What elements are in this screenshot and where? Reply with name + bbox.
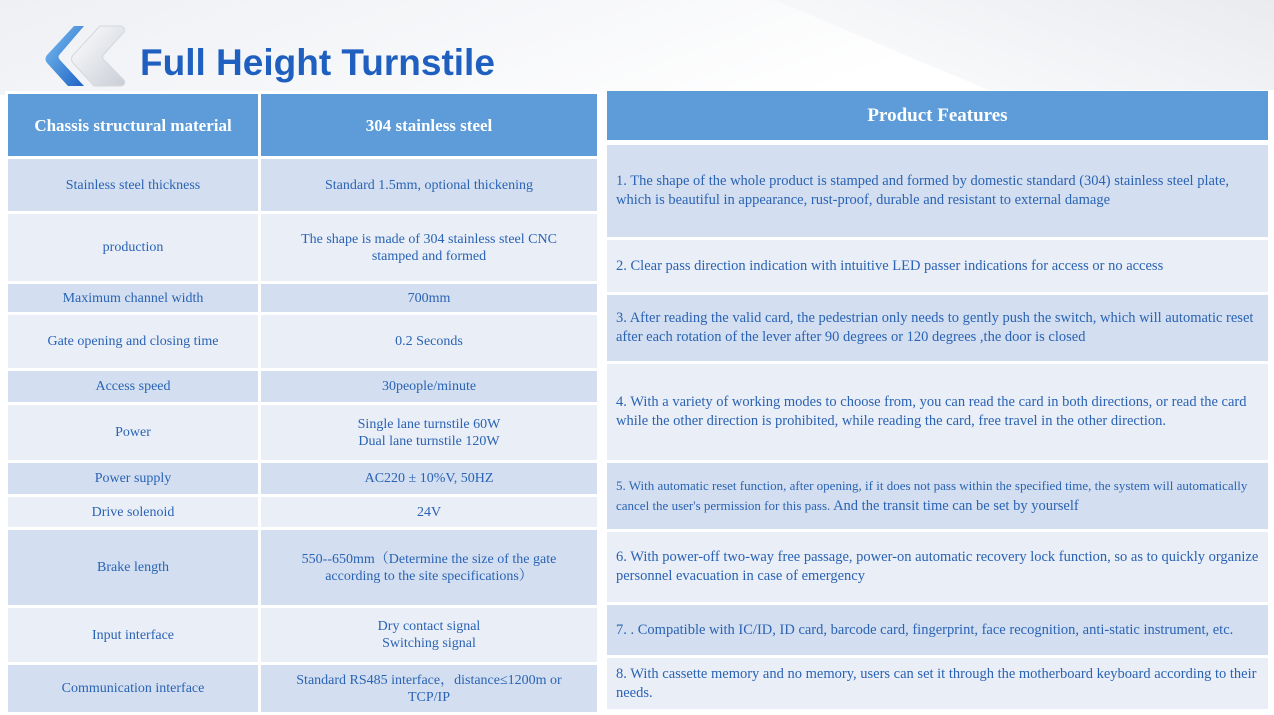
spec-row — [7, 529, 599, 607]
spec-value: Standard RS485 interface，distance≤1200m or TCP/IP — [260, 664, 599, 714]
feature-item — [607, 295, 1268, 361]
spec-key: Power — [7, 404, 260, 462]
spec-key: Input interface — [7, 607, 260, 664]
spec-header-key: Chassis structural material — [7, 93, 260, 158]
feature-item — [607, 463, 1268, 529]
feature-item — [607, 364, 1268, 460]
spec-key: Maximum channel width — [7, 283, 260, 314]
spec-value: 0.2 Seconds — [260, 314, 599, 370]
spec-header-row — [7, 93, 599, 158]
spec-value: The shape is made of 304 stainless steel CNC stamped and formed — [260, 213, 599, 283]
feature-text: 1. The shape of the whole product is stamped and formed by domestic standard (304) stainless steel plate, which is beautiful in appearance, rust-proof, durable and resistant to external damage — [616, 173, 1230, 208]
features-title: Product Features — [607, 91, 1268, 140]
spec-row — [7, 370, 599, 404]
feature-item — [607, 658, 1268, 709]
feature-item — [607, 605, 1268, 655]
spec-value: Dry contact signal Switching signal — [260, 607, 599, 664]
feature-text: 3. After reading the valid card, the pedestrian only needs to gently push the switch, which will automatic reset after each rotation of the lever after 90 degrees or 120 degrees ,the door is closed — [616, 310, 1254, 345]
spec-row — [7, 664, 599, 714]
feature-item — [607, 532, 1268, 602]
spec-key: Drive solenoid — [7, 496, 260, 529]
spec-key: Brake length — [7, 529, 260, 607]
spec-value: 30people/minute — [260, 370, 599, 404]
spec-row — [7, 283, 599, 314]
spec-key: Communication interface — [7, 664, 260, 714]
feature-text: 2. Clear pass direction indication with intuitive LED passer indications for access or no access — [616, 257, 1164, 274]
spec-key: Access speed — [7, 370, 260, 404]
spec-key: Power supply — [7, 462, 260, 496]
feature-text: 6. With power-off two-way free passage, power-on automatic recovery lock function, so as to quickly organize personnel evacuation in case of emergency — [616, 549, 1259, 584]
spec-row — [7, 404, 599, 462]
spec-key: Stainless steel thickness — [7, 158, 260, 213]
spec-value: 550--650mm（Determine the size of the gate according to the site specifications） — [260, 529, 599, 607]
feature-text: 5. With automatic reset function, after opening, if it does not pass within the specified time, the system will automatically cancel the user's permission for this pass. And the transit time can be set by yourself — [616, 478, 1248, 514]
spec-table — [5, 91, 600, 715]
spec-row — [7, 158, 599, 213]
spec-row — [7, 314, 599, 370]
spec-value: AC220 ± 10%V, 50HZ — [260, 462, 599, 496]
feature-text: 4. With a variety of working modes to choose from, you can read the card in both directions, or read the card while the other direction is prohibited, while reading the card, free travel in the other direction. — [616, 394, 1247, 429]
page-title: Full Height Turnstile — [140, 42, 495, 83]
spec-value: 24V — [260, 496, 599, 529]
spec-key: production — [7, 213, 260, 283]
spec-row — [7, 496, 599, 529]
spec-header-value: 304 stainless steel — [260, 93, 599, 158]
feature-item — [607, 240, 1268, 292]
feature-text: 8. With cassette memory and no memory, users can set it through the motherboard keyboard according to their needs. — [616, 665, 1257, 701]
feature-item — [607, 145, 1268, 237]
chevron-logo-icon — [38, 24, 128, 88]
spec-value: Standard 1.5mm, optional thickening — [260, 158, 599, 213]
spec-row — [7, 462, 599, 496]
feature-text: 7. . Compatible with IC/ID, ID card, barcode card, fingerprint, face recognition, anti-static instrument, etc. — [616, 621, 1234, 638]
spec-value: 700mm — [260, 283, 599, 314]
spec-row — [7, 213, 599, 283]
spec-value: Single lane turnstile 60W Dual lane turnstile 120W — [260, 404, 599, 462]
spec-key: Gate opening and closing time — [7, 314, 260, 370]
spec-row — [7, 607, 599, 664]
features-panel — [607, 91, 1268, 701]
